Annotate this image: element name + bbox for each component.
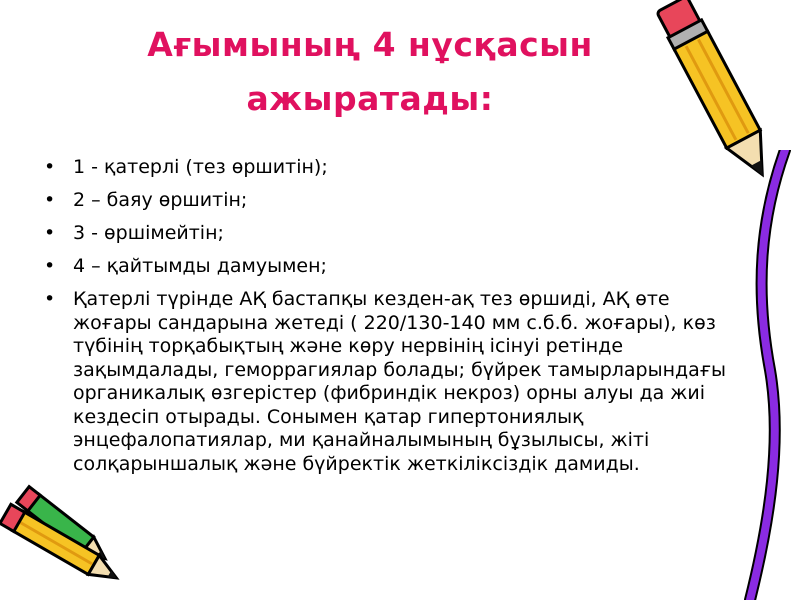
pencil-purple-curve-icon xyxy=(730,150,800,600)
bullet-item xyxy=(40,255,740,279)
bullet-icon: • xyxy=(44,189,56,211)
bullet-text: Қатерлі түрінде АҚ бастапқы кезден-ақ тез өршиді, АҚ өте жоғары сандарына жетеді ( 220/130-140 мм с.б.б. жоғары), көз түбінің торқабықтың және көру нервінің ісінуі ретінде зақымдалады, геморрагиялар болады; бүйрек тамырларындағы органикалық өзгерістер (фибриндік некроз) орны алуы да жиі кездесіп отырады. Сонымен қатар гипертониялық энцефалопатиялар, ми қанайналымының бұзылысы, жіті солқарыншалық және бүйректік жеткіліксіздік дамиды. xyxy=(73,288,727,475)
bullet-text: 2 – баяу өршитін; xyxy=(73,189,248,211)
bullet-item xyxy=(40,288,740,476)
pencils-bottom-left-icon xyxy=(0,470,140,600)
bullet-text: 4 – қайтымды дамуымен; xyxy=(73,255,327,277)
bullet-item xyxy=(40,222,740,246)
bullet-text: 1 - қатерлі (тез өршитін); xyxy=(73,156,328,178)
bullet-icon: • xyxy=(44,222,56,244)
bullet-text: 3 - өршімейтін; xyxy=(73,222,224,244)
bullet-icon: • xyxy=(44,156,56,178)
slide-title: Ағымының 4 нұсқасын ажыратады: xyxy=(147,25,593,118)
bullet-item xyxy=(40,189,740,213)
bullet-list xyxy=(40,156,740,486)
bullet-icon: • xyxy=(44,288,56,310)
bullet-icon: • xyxy=(44,255,56,277)
bullet-item xyxy=(40,156,740,180)
